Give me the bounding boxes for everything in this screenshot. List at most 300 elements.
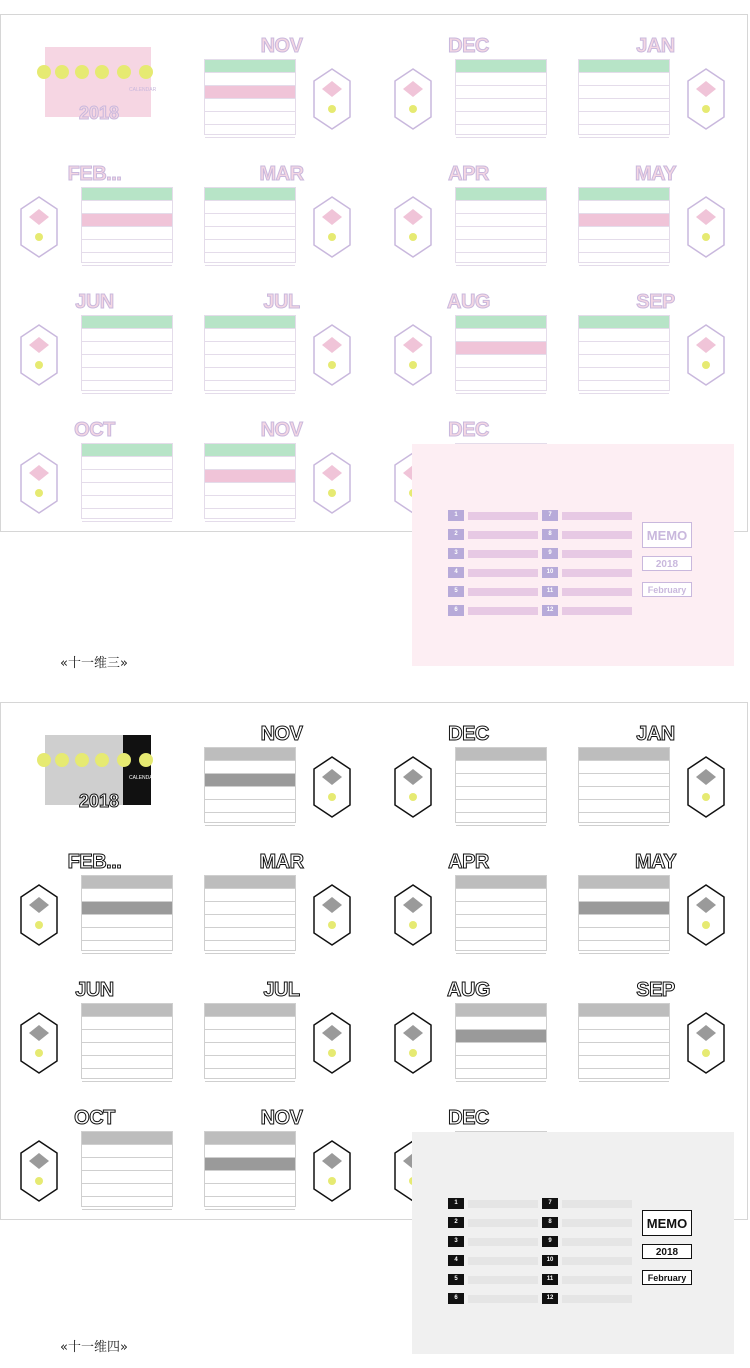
memo-row-number: 6 bbox=[448, 605, 464, 616]
month-title: DEC bbox=[448, 35, 489, 57]
grid-row bbox=[456, 748, 546, 761]
cover-year: 2018 bbox=[79, 103, 120, 123]
memo-year: 2018 bbox=[642, 1244, 692, 1259]
grid-row bbox=[579, 253, 669, 266]
month-cell bbox=[562, 271, 749, 399]
grid-row bbox=[82, 227, 172, 240]
grid-row bbox=[579, 214, 669, 227]
month-title: APR bbox=[448, 851, 489, 873]
memo-row-number: 6 bbox=[448, 1293, 464, 1304]
isometric-illustration-icon bbox=[17, 1009, 61, 1079]
memo-row-number: 9 bbox=[542, 548, 558, 559]
grid-row bbox=[205, 509, 295, 522]
grid-row bbox=[579, 188, 669, 201]
calendar-grid bbox=[578, 1003, 670, 1079]
month-cell bbox=[1, 399, 188, 527]
memo-row-number: 12 bbox=[542, 1293, 558, 1304]
memo-row-number: 3 bbox=[448, 1236, 464, 1247]
grid-row bbox=[205, 915, 295, 928]
isometric-illustration-icon bbox=[684, 753, 728, 823]
grid-row bbox=[456, 800, 546, 813]
grid-row bbox=[579, 800, 669, 813]
calendar-grid bbox=[204, 59, 296, 135]
calendar-grid bbox=[81, 1003, 173, 1079]
grid-row bbox=[82, 253, 172, 266]
grid-row bbox=[82, 889, 172, 902]
grid-row bbox=[82, 1004, 172, 1017]
memo-month: February bbox=[642, 1270, 692, 1285]
memo-row[interactable] bbox=[448, 1198, 534, 1209]
grid-row bbox=[579, 1017, 669, 1030]
month-title: OCT bbox=[74, 419, 115, 441]
calendar-grid bbox=[204, 1003, 296, 1079]
grid-row bbox=[579, 201, 669, 214]
memo-line[interactable] bbox=[468, 531, 538, 539]
grid-row bbox=[205, 1184, 295, 1197]
grid-row bbox=[456, 60, 546, 73]
memo-row-number: 11 bbox=[542, 586, 558, 597]
month-cell bbox=[375, 143, 562, 271]
grid-row bbox=[456, 1004, 546, 1017]
calendar-grid bbox=[204, 187, 296, 263]
grid-row bbox=[456, 1043, 546, 1056]
grid-row bbox=[579, 1004, 669, 1017]
month-cell bbox=[188, 143, 375, 271]
grid-row bbox=[456, 368, 546, 381]
memo-row[interactable] bbox=[542, 605, 628, 616]
memo-row[interactable] bbox=[542, 510, 628, 521]
grid-row bbox=[205, 748, 295, 761]
grid-row bbox=[205, 368, 295, 381]
grid-row bbox=[205, 227, 295, 240]
cover-art bbox=[45, 47, 157, 123]
cover-cell bbox=[1, 15, 188, 143]
grid-row bbox=[205, 761, 295, 774]
moon-icon bbox=[139, 65, 153, 79]
memo-row[interactable] bbox=[448, 1255, 534, 1266]
grid-row bbox=[456, 928, 546, 941]
memo-row-number: 9 bbox=[542, 1236, 558, 1247]
grid-row bbox=[205, 73, 295, 86]
month-title: SEP bbox=[636, 979, 675, 1001]
grid-row bbox=[205, 112, 295, 125]
grid-row bbox=[456, 1069, 546, 1082]
memo-card-mono bbox=[412, 1132, 734, 1354]
memo-row-number: 1 bbox=[448, 1198, 464, 1209]
month-title: JUL bbox=[263, 291, 300, 313]
grid-row bbox=[82, 1043, 172, 1056]
grid-row bbox=[82, 941, 172, 954]
grid-row bbox=[82, 928, 172, 941]
memo-line[interactable] bbox=[562, 1276, 632, 1284]
month-cell bbox=[562, 831, 749, 959]
month-cell bbox=[375, 831, 562, 959]
grid-row bbox=[579, 60, 669, 73]
memo-row[interactable] bbox=[542, 1198, 628, 1209]
grid-row bbox=[579, 813, 669, 826]
calendar-grid bbox=[455, 1003, 547, 1079]
grid-row bbox=[456, 902, 546, 915]
grid-row bbox=[205, 928, 295, 941]
grid-row bbox=[456, 73, 546, 86]
memo-card-pastel bbox=[412, 444, 734, 666]
isometric-illustration-icon bbox=[17, 193, 61, 263]
memo-row-number: 2 bbox=[448, 529, 464, 540]
grid-row bbox=[205, 787, 295, 800]
grid-row bbox=[579, 1069, 669, 1082]
month-cell bbox=[375, 15, 562, 143]
grid-row bbox=[579, 774, 669, 787]
memo-line[interactable] bbox=[468, 1276, 538, 1284]
grid-row bbox=[82, 1017, 172, 1030]
memo-row-number: 7 bbox=[542, 510, 558, 521]
grid-row bbox=[205, 876, 295, 889]
memo-line[interactable] bbox=[468, 569, 538, 577]
calendar-grid bbox=[455, 875, 547, 951]
caption-mono: «十一维四» bbox=[60, 1340, 128, 1355]
grid-row bbox=[82, 316, 172, 329]
month-title: FEB... bbox=[67, 851, 122, 873]
memo-line[interactable] bbox=[468, 1295, 538, 1303]
grid-row bbox=[205, 1017, 295, 1030]
grid-row bbox=[456, 214, 546, 227]
month-title: JUL bbox=[263, 979, 300, 1001]
grid-row bbox=[82, 1171, 172, 1184]
memo-row[interactable] bbox=[542, 567, 628, 578]
month-cell bbox=[188, 703, 375, 831]
isometric-illustration-icon bbox=[310, 1137, 354, 1207]
memo-row[interactable] bbox=[542, 1274, 628, 1285]
month-title: AUG bbox=[447, 291, 490, 313]
grid-row bbox=[456, 761, 546, 774]
memo-row-number: 4 bbox=[448, 567, 464, 578]
memo-row-number: 10 bbox=[542, 567, 558, 578]
month-title: DEC bbox=[448, 419, 489, 441]
grid-row bbox=[205, 1030, 295, 1043]
month-title: JAN bbox=[636, 35, 675, 57]
grid-row bbox=[579, 1030, 669, 1043]
memo-row[interactable] bbox=[542, 1255, 628, 1266]
memo-line[interactable] bbox=[562, 569, 632, 577]
calendar-grid bbox=[578, 875, 670, 951]
memo-line[interactable] bbox=[562, 588, 632, 596]
memo-row-number: 4 bbox=[448, 1255, 464, 1266]
grid-row bbox=[579, 915, 669, 928]
memo-line[interactable] bbox=[562, 1219, 632, 1227]
month-cell bbox=[562, 959, 749, 1087]
memo-line[interactable] bbox=[468, 550, 538, 558]
grid-row bbox=[205, 381, 295, 394]
calendar-grid bbox=[578, 59, 670, 135]
isometric-illustration-icon bbox=[310, 449, 354, 519]
grid-row bbox=[205, 214, 295, 227]
memo-line[interactable] bbox=[468, 607, 538, 615]
grid-row bbox=[456, 813, 546, 826]
grid-row bbox=[579, 1043, 669, 1056]
grid-row bbox=[456, 201, 546, 214]
grid-row bbox=[82, 1056, 172, 1069]
grid-row bbox=[205, 774, 295, 787]
grid-row bbox=[82, 902, 172, 915]
isometric-illustration-icon bbox=[17, 881, 61, 951]
memo-row-number: 7 bbox=[542, 1198, 558, 1209]
grid-row bbox=[205, 496, 295, 509]
month-title: NOV bbox=[260, 35, 303, 57]
grid-row bbox=[456, 1017, 546, 1030]
month-title: DEC bbox=[448, 1107, 489, 1129]
grid-row bbox=[205, 342, 295, 355]
grid-row bbox=[579, 316, 669, 329]
isometric-illustration-icon bbox=[310, 881, 354, 951]
grid-row bbox=[579, 889, 669, 902]
memo-row[interactable] bbox=[448, 567, 534, 578]
memo-month: February bbox=[642, 582, 692, 597]
month-cell bbox=[188, 1087, 375, 1215]
month-cell bbox=[188, 15, 375, 143]
grid-row bbox=[579, 227, 669, 240]
isometric-illustration-icon bbox=[391, 1009, 435, 1079]
memo-row[interactable] bbox=[542, 586, 628, 597]
cover-black-panel bbox=[123, 735, 151, 805]
month-cell bbox=[188, 399, 375, 527]
cover-cell bbox=[1, 703, 188, 831]
grid-row bbox=[205, 1043, 295, 1056]
month-cell bbox=[1, 831, 188, 959]
moon-icon bbox=[55, 65, 69, 79]
moon-icon bbox=[37, 753, 51, 767]
grid-row bbox=[579, 928, 669, 941]
memo-row[interactable] bbox=[448, 605, 534, 616]
memo-row[interactable] bbox=[448, 1217, 534, 1228]
grid-row bbox=[205, 99, 295, 112]
calendar-grid bbox=[81, 315, 173, 391]
grid-row bbox=[82, 444, 172, 457]
month-title: MAR bbox=[259, 851, 304, 873]
grid-row bbox=[205, 125, 295, 138]
grid-row bbox=[82, 483, 172, 496]
grid-row bbox=[456, 876, 546, 889]
isometric-illustration-icon bbox=[17, 1137, 61, 1207]
memo-row-number: 12 bbox=[542, 605, 558, 616]
memo-row[interactable] bbox=[542, 548, 628, 559]
grid-row bbox=[456, 188, 546, 201]
grid-row bbox=[456, 99, 546, 112]
grid-row bbox=[205, 1171, 295, 1184]
memo-line[interactable] bbox=[468, 1257, 538, 1265]
memo-line[interactable] bbox=[468, 1238, 538, 1246]
calendar-grid bbox=[578, 187, 670, 263]
month-cell bbox=[188, 271, 375, 399]
memo-line[interactable] bbox=[468, 1219, 538, 1227]
grid-row bbox=[82, 381, 172, 394]
memo-line[interactable] bbox=[562, 1295, 632, 1303]
month-title: MAY bbox=[634, 851, 677, 873]
moon-icon bbox=[55, 753, 69, 767]
memo-row-number: 5 bbox=[448, 586, 464, 597]
isometric-illustration-icon bbox=[684, 65, 728, 135]
grid-row bbox=[82, 509, 172, 522]
grid-row bbox=[456, 774, 546, 787]
grid-row bbox=[456, 787, 546, 800]
isometric-illustration-icon bbox=[310, 321, 354, 391]
calendar-grid bbox=[455, 59, 547, 135]
calendar-grid bbox=[204, 875, 296, 951]
month-cell bbox=[562, 143, 749, 271]
calendar-grid bbox=[455, 315, 547, 391]
cover-calendar-label: CALENDAR bbox=[129, 775, 157, 781]
month-title: NOV bbox=[260, 419, 303, 441]
month-cell bbox=[562, 15, 749, 143]
isometric-illustration-icon bbox=[310, 1009, 354, 1079]
grid-row bbox=[456, 381, 546, 394]
grid-row bbox=[205, 457, 295, 470]
memo-line[interactable] bbox=[468, 588, 538, 596]
grid-row bbox=[456, 355, 546, 368]
moon-icon bbox=[75, 65, 89, 79]
grid-row bbox=[82, 214, 172, 227]
isometric-illustration-icon bbox=[391, 881, 435, 951]
month-cell bbox=[1, 1087, 188, 1215]
grid-row bbox=[456, 112, 546, 125]
memo-line[interactable] bbox=[562, 607, 632, 615]
calendar-grid bbox=[81, 1131, 173, 1207]
isometric-illustration-icon bbox=[391, 753, 435, 823]
memo-line[interactable] bbox=[468, 1200, 538, 1208]
grid-row bbox=[456, 227, 546, 240]
memo-row-number: 8 bbox=[542, 529, 558, 540]
grid-row bbox=[456, 941, 546, 954]
moon-icon bbox=[139, 753, 153, 767]
grid-row bbox=[456, 342, 546, 355]
month-cell bbox=[188, 959, 375, 1087]
grid-row bbox=[82, 329, 172, 342]
cover-year: 2018 bbox=[79, 791, 120, 811]
isometric-illustration-icon bbox=[391, 193, 435, 263]
grid-row bbox=[82, 1132, 172, 1145]
moon-icon bbox=[95, 65, 109, 79]
month-title: FEB... bbox=[67, 163, 122, 185]
month-title: NOV bbox=[260, 1107, 303, 1129]
grid-row bbox=[205, 253, 295, 266]
memo-row[interactable] bbox=[448, 1293, 534, 1304]
memo-row[interactable] bbox=[542, 1236, 628, 1247]
memo-line[interactable] bbox=[562, 550, 632, 558]
month-title: JUN bbox=[75, 291, 114, 313]
memo-row[interactable] bbox=[448, 586, 534, 597]
moon-icon bbox=[95, 753, 109, 767]
grid-row bbox=[82, 342, 172, 355]
grid-row bbox=[82, 876, 172, 889]
grid-row bbox=[579, 368, 669, 381]
grid-row bbox=[579, 381, 669, 394]
memo-row[interactable] bbox=[542, 1217, 628, 1228]
grid-row bbox=[456, 915, 546, 928]
grid-row bbox=[82, 1184, 172, 1197]
grid-row bbox=[579, 902, 669, 915]
month-cell bbox=[375, 271, 562, 399]
memo-row[interactable] bbox=[448, 510, 534, 521]
memo-line[interactable] bbox=[562, 1200, 632, 1208]
memo-line[interactable] bbox=[468, 512, 538, 520]
isometric-illustration-icon bbox=[310, 753, 354, 823]
memo-row[interactable] bbox=[448, 529, 534, 540]
grid-row bbox=[205, 941, 295, 954]
isometric-illustration-icon bbox=[17, 321, 61, 391]
memo-row-number: 3 bbox=[448, 548, 464, 559]
isometric-illustration-icon bbox=[684, 321, 728, 391]
grid-row bbox=[205, 483, 295, 496]
grid-row bbox=[82, 201, 172, 214]
grid-row bbox=[579, 240, 669, 253]
calendar-grid bbox=[578, 315, 670, 391]
calendar-grid bbox=[455, 187, 547, 263]
month-cell bbox=[375, 703, 562, 831]
grid-row bbox=[205, 470, 295, 483]
grid-row bbox=[82, 1158, 172, 1171]
memo-row[interactable] bbox=[542, 529, 628, 540]
isometric-illustration-icon bbox=[391, 321, 435, 391]
grid-row bbox=[205, 1158, 295, 1171]
memo-line[interactable] bbox=[562, 512, 632, 520]
grid-row bbox=[456, 889, 546, 902]
isometric-illustration-icon bbox=[310, 65, 354, 135]
calendar-grid bbox=[81, 187, 173, 263]
grid-row bbox=[579, 748, 669, 761]
grid-row bbox=[82, 1145, 172, 1158]
grid-row bbox=[205, 60, 295, 73]
grid-row bbox=[205, 1132, 295, 1145]
month-title: AUG bbox=[447, 979, 490, 1001]
grid-row bbox=[205, 1056, 295, 1069]
calendar-grid bbox=[204, 1131, 296, 1207]
grid-row bbox=[205, 188, 295, 201]
month-title: OCT bbox=[74, 1107, 115, 1129]
grid-row bbox=[82, 470, 172, 483]
grid-row bbox=[205, 1004, 295, 1017]
grid-row bbox=[205, 1197, 295, 1210]
grid-row bbox=[205, 813, 295, 826]
grid-row bbox=[82, 240, 172, 253]
month-title: NOV bbox=[260, 723, 303, 745]
memo-row-number: 8 bbox=[542, 1217, 558, 1228]
memo-row[interactable] bbox=[448, 1274, 534, 1285]
grid-row bbox=[579, 73, 669, 86]
memo-line[interactable] bbox=[562, 531, 632, 539]
grid-row bbox=[456, 86, 546, 99]
memo-row[interactable] bbox=[448, 1236, 534, 1247]
grid-row bbox=[82, 496, 172, 509]
isometric-illustration-icon bbox=[391, 65, 435, 135]
grid-row bbox=[579, 112, 669, 125]
grid-row bbox=[205, 1069, 295, 1082]
memo-row[interactable] bbox=[542, 1293, 628, 1304]
grid-row bbox=[579, 342, 669, 355]
grid-row bbox=[205, 316, 295, 329]
grid-row bbox=[82, 368, 172, 381]
month-title: DEC bbox=[448, 723, 489, 745]
grid-row bbox=[82, 915, 172, 928]
grid-row bbox=[82, 457, 172, 470]
memo-line[interactable] bbox=[562, 1238, 632, 1246]
memo-line[interactable] bbox=[562, 1257, 632, 1265]
grid-row bbox=[579, 86, 669, 99]
memo-row[interactable] bbox=[448, 548, 534, 559]
memo-row-number: 11 bbox=[542, 1274, 558, 1285]
grid-row bbox=[456, 316, 546, 329]
memo-row-number: 5 bbox=[448, 1274, 464, 1285]
grid-row bbox=[579, 876, 669, 889]
month-title: MAR bbox=[259, 163, 304, 185]
